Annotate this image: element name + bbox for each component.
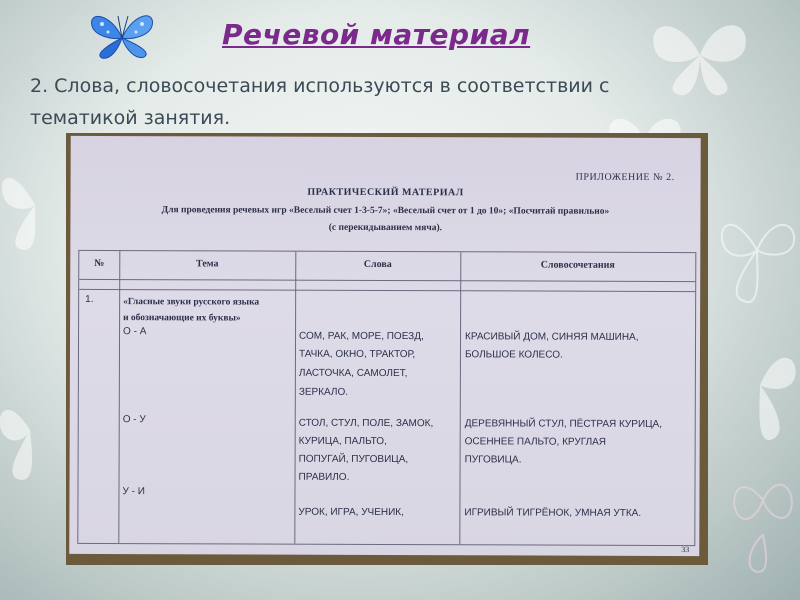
vowel-pair: О - У: [122, 414, 146, 426]
word-line: СОМ, РАК, МОРЕ, ПОЕЗД,: [299, 330, 424, 343]
vowel-pair: О - А: [123, 326, 147, 338]
phrase-line: ПУГОВИЦА.: [464, 454, 522, 466]
header-words: Слова: [363, 258, 392, 271]
phrase-line: ИГРИВЫЙ ТИГРЁНОК, УМНАЯ УТКА.: [464, 507, 642, 519]
topic-line2: и обозначающие их буквы»: [123, 313, 241, 324]
butterfly-decoration-icon: [0, 150, 70, 260]
word-line: ЗЕРКАЛО.: [298, 386, 349, 398]
butterfly-logo-icon: [82, 8, 162, 60]
phrase-line: КРАСИВЫЙ ДОМ, СИНЯЯ МАШИНА,: [465, 331, 639, 343]
word-line: ПОПУГАЙ, ПУГОВИЦА,: [298, 453, 409, 466]
header-topic: Тема: [196, 258, 219, 270]
document-photo: [66, 133, 708, 565]
material-table: [77, 250, 696, 546]
topic-line1: «Гласные звуки русского языка: [123, 297, 260, 308]
document-subtitle-line1: Для проведения речевых игр «Веселый счет 1-3-5-7»; «Веселый счет от 1 до 10»; «Посчитай правильно»: [161, 205, 610, 217]
row-number: 1.: [85, 293, 94, 305]
butterfly-decoration-icon: [715, 190, 800, 310]
page-number: 33: [681, 545, 690, 555]
appendix-label: ПРИЛОЖЕНИЕ № 2.: [575, 171, 675, 184]
word-line: ТАЧКА, ОКНО, ТРАКТОР,: [298, 348, 416, 361]
document-title: ПРАКТИЧЕСКИЙ МАТЕРИАЛ: [307, 186, 464, 199]
word-line: КУРИЦА, ПАЛЬТО,: [298, 435, 387, 448]
document-page: [69, 136, 700, 556]
document-subtitle-line2: (с перекидыванием мяча).: [328, 222, 443, 234]
phrase-line: ОСЕННЕЕ ПАЛЬТО, КРУГЛАЯ: [464, 436, 607, 448]
vowel-pair: У - И: [122, 486, 145, 498]
word-line: ПРАВИЛО.: [298, 471, 350, 483]
word-line: СТОЛ, СТУЛ, ПОЛЕ, ЗАМОК,: [298, 417, 434, 430]
slide-title: Речевой материал: [222, 18, 531, 51]
word-line: ЛАСТОЧКА, САМОЛЕТ,: [298, 367, 408, 380]
butterfly-decoration-icon: [640, 10, 760, 100]
slide-subtitle: 2. Слова, словосочетания используются в соответствии с тематикой занятия.: [30, 75, 610, 129]
header-phrases: Словосочетания: [540, 259, 615, 271]
butterfly-decoration-icon: [720, 320, 800, 450]
butterfly-decoration-icon: [0, 380, 70, 490]
header-number: №: [94, 257, 105, 270]
word-line: УРОК, ИГРА, УЧЕНИК,: [298, 506, 404, 519]
phrase-line: БОЛЬШОЕ КОЛЕСО.: [464, 349, 563, 361]
butterfly-decoration-icon: [728, 440, 798, 580]
phrase-line: ДЕРЕВЯННЫЙ СТУЛ, ПЁСТРАЯ КУРИЦА,: [464, 418, 663, 430]
